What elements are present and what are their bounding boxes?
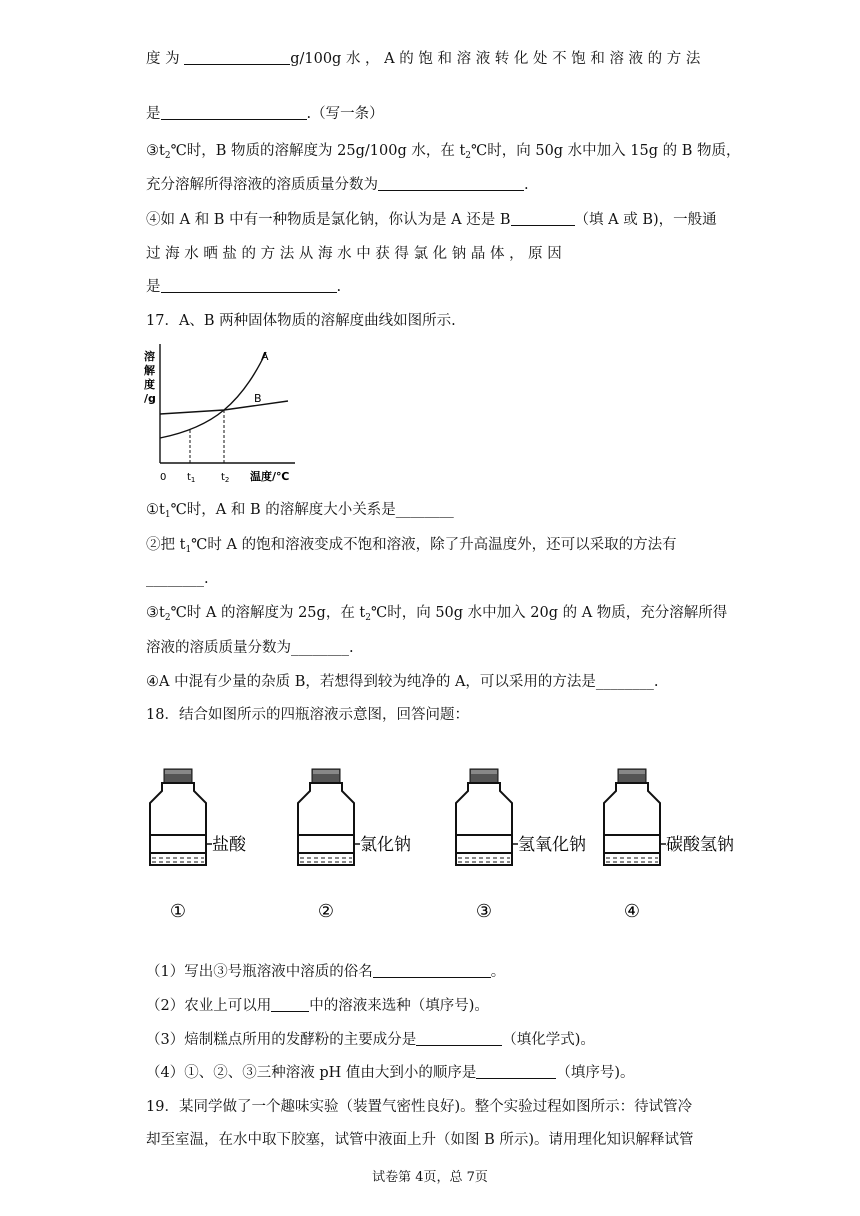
bottle-number: ④ <box>623 901 641 922</box>
bottle-label: 盐酸 <box>212 835 246 855</box>
q17-s2-cont: ________. <box>146 571 209 587</box>
q19-line2: 却至室温，在水中取下胶塞，试管中液面上升（如图 B 所示)。请用理化知识解释试管 <box>146 1132 694 1148</box>
graph-xlabel: 温度/℃ <box>250 470 290 483</box>
q18-q4: （4）①、②、③三种溶液 pH 值由大到小的顺序是 （填序号)。 <box>146 1065 635 1081</box>
bottle-label: 氢氧化钠 <box>518 835 586 855</box>
q16-part4: ④如 A 和 B 中有一种物质是氯化钠，你认为是 A 还是 B （填 A 或 B)，一般通 <box>146 212 717 228</box>
curve-a-label: A <box>261 350 269 363</box>
answer-blank[interactable] <box>161 105 307 120</box>
graph-t1: $t_1$ <box>187 472 196 484</box>
q17-s3: $③t_2℃$时 A 的溶解度为 25g，在 $t_2℃$时，向 50g 水中加入 20g 的 A 物质，充分溶解所得 <box>146 605 728 623</box>
bottle-number: ② <box>317 901 335 922</box>
q18-title: 18．结合如图所示的四瓶溶液示意图，回答问题： <box>146 707 469 723</box>
bottle-number: ① <box>169 901 187 922</box>
answer-blank[interactable] <box>511 211 575 226</box>
q16-line1: 度 为 g/100g 水 ， A 的 饱 和 溶 液 转 化 处 不 饱 和 溶 液 的 方 法 <box>146 51 701 67</box>
answer-blank[interactable] <box>378 176 524 191</box>
q17-title: 17．A、B 两种固体物质的溶解度曲线如图所示. <box>146 313 456 329</box>
q16-part4-cont2: 是 . <box>146 279 342 295</box>
graph-origin: 0 <box>160 472 167 483</box>
curve-a <box>160 352 266 438</box>
bottle-label: 碳酸氢钠 <box>666 835 734 855</box>
bottle-2 <box>296 765 446 925</box>
answer-blank[interactable] <box>416 1031 502 1046</box>
graph-ylabel-2: 解 <box>144 364 155 377</box>
answer-blank[interactable] <box>373 963 491 978</box>
graph-ylabel-3: 度 <box>144 378 155 391</box>
q16-line2: 是 .（写一条） <box>146 106 384 122</box>
q18-q2: （2）农业上可以用 中的溶液来选种（填序号)。 <box>146 998 489 1014</box>
answer-blank[interactable] <box>476 1064 556 1079</box>
q16-part4-cont: 过 海 水 晒 盐 的 方 法 从 海 水 中 获 得 氯 化 钠 晶 体 ， 原 因 <box>146 246 562 262</box>
bottle-4 <box>602 765 752 925</box>
solubility-graph <box>140 338 300 490</box>
q17-s4: ④A 中混有少量的杂质 B，若想得到较为纯净的 A，可以采用的方法是________. <box>146 674 659 690</box>
bottle-3 <box>454 765 604 925</box>
graph-ylabel-1: 溶 <box>144 350 155 363</box>
page-footer: 试卷第 4页，总 7页 <box>372 1170 488 1185</box>
answer-blank[interactable] <box>184 50 290 65</box>
bottles-figure <box>140 765 760 925</box>
graph-t2: $t_2$ <box>221 472 230 484</box>
q16-part3-cont: 充分溶解所得溶液的溶质质量分数为 . <box>146 177 529 193</box>
curve-b-label: B <box>254 392 262 405</box>
q17-s1: $①t_1℃$时，A 和 B 的溶解度大小关系是________ <box>146 502 454 520</box>
bottle-label: 氯化钠 <box>360 835 411 855</box>
q16-part3: $③t_2℃$时，B 物质的溶解度为 25g/100g 水，在 $t_2℃$时，向 50g 水中加入 15g 的 B 物质， <box>146 143 741 161</box>
bottle-number: ③ <box>475 901 493 922</box>
q17-s2: ②把 $t_1℃$时 A 的饱和溶液变成不饱和溶液，除了升高温度外，还可以采取的方法有 <box>146 537 677 555</box>
answer-blank[interactable] <box>271 997 309 1012</box>
q18-q1: （1）写出③号瓶溶液中溶质的俗名 。 <box>146 964 506 980</box>
answer-blank[interactable] <box>161 278 337 293</box>
q17-s3-cont: 溶液的溶质质量分数为________. <box>146 640 354 656</box>
q18-q3: （3）焙制糕点所用的发酵粉的主要成分是 （填化学式)。 <box>146 1032 595 1048</box>
graph-ylabel-4: /g <box>144 392 156 405</box>
q19-line1: 19．某同学做了一个趣味实验（装置气密性良好)。整个实验过程如图所示：待试管冷 <box>146 1099 693 1115</box>
bottle-1 <box>148 765 298 925</box>
